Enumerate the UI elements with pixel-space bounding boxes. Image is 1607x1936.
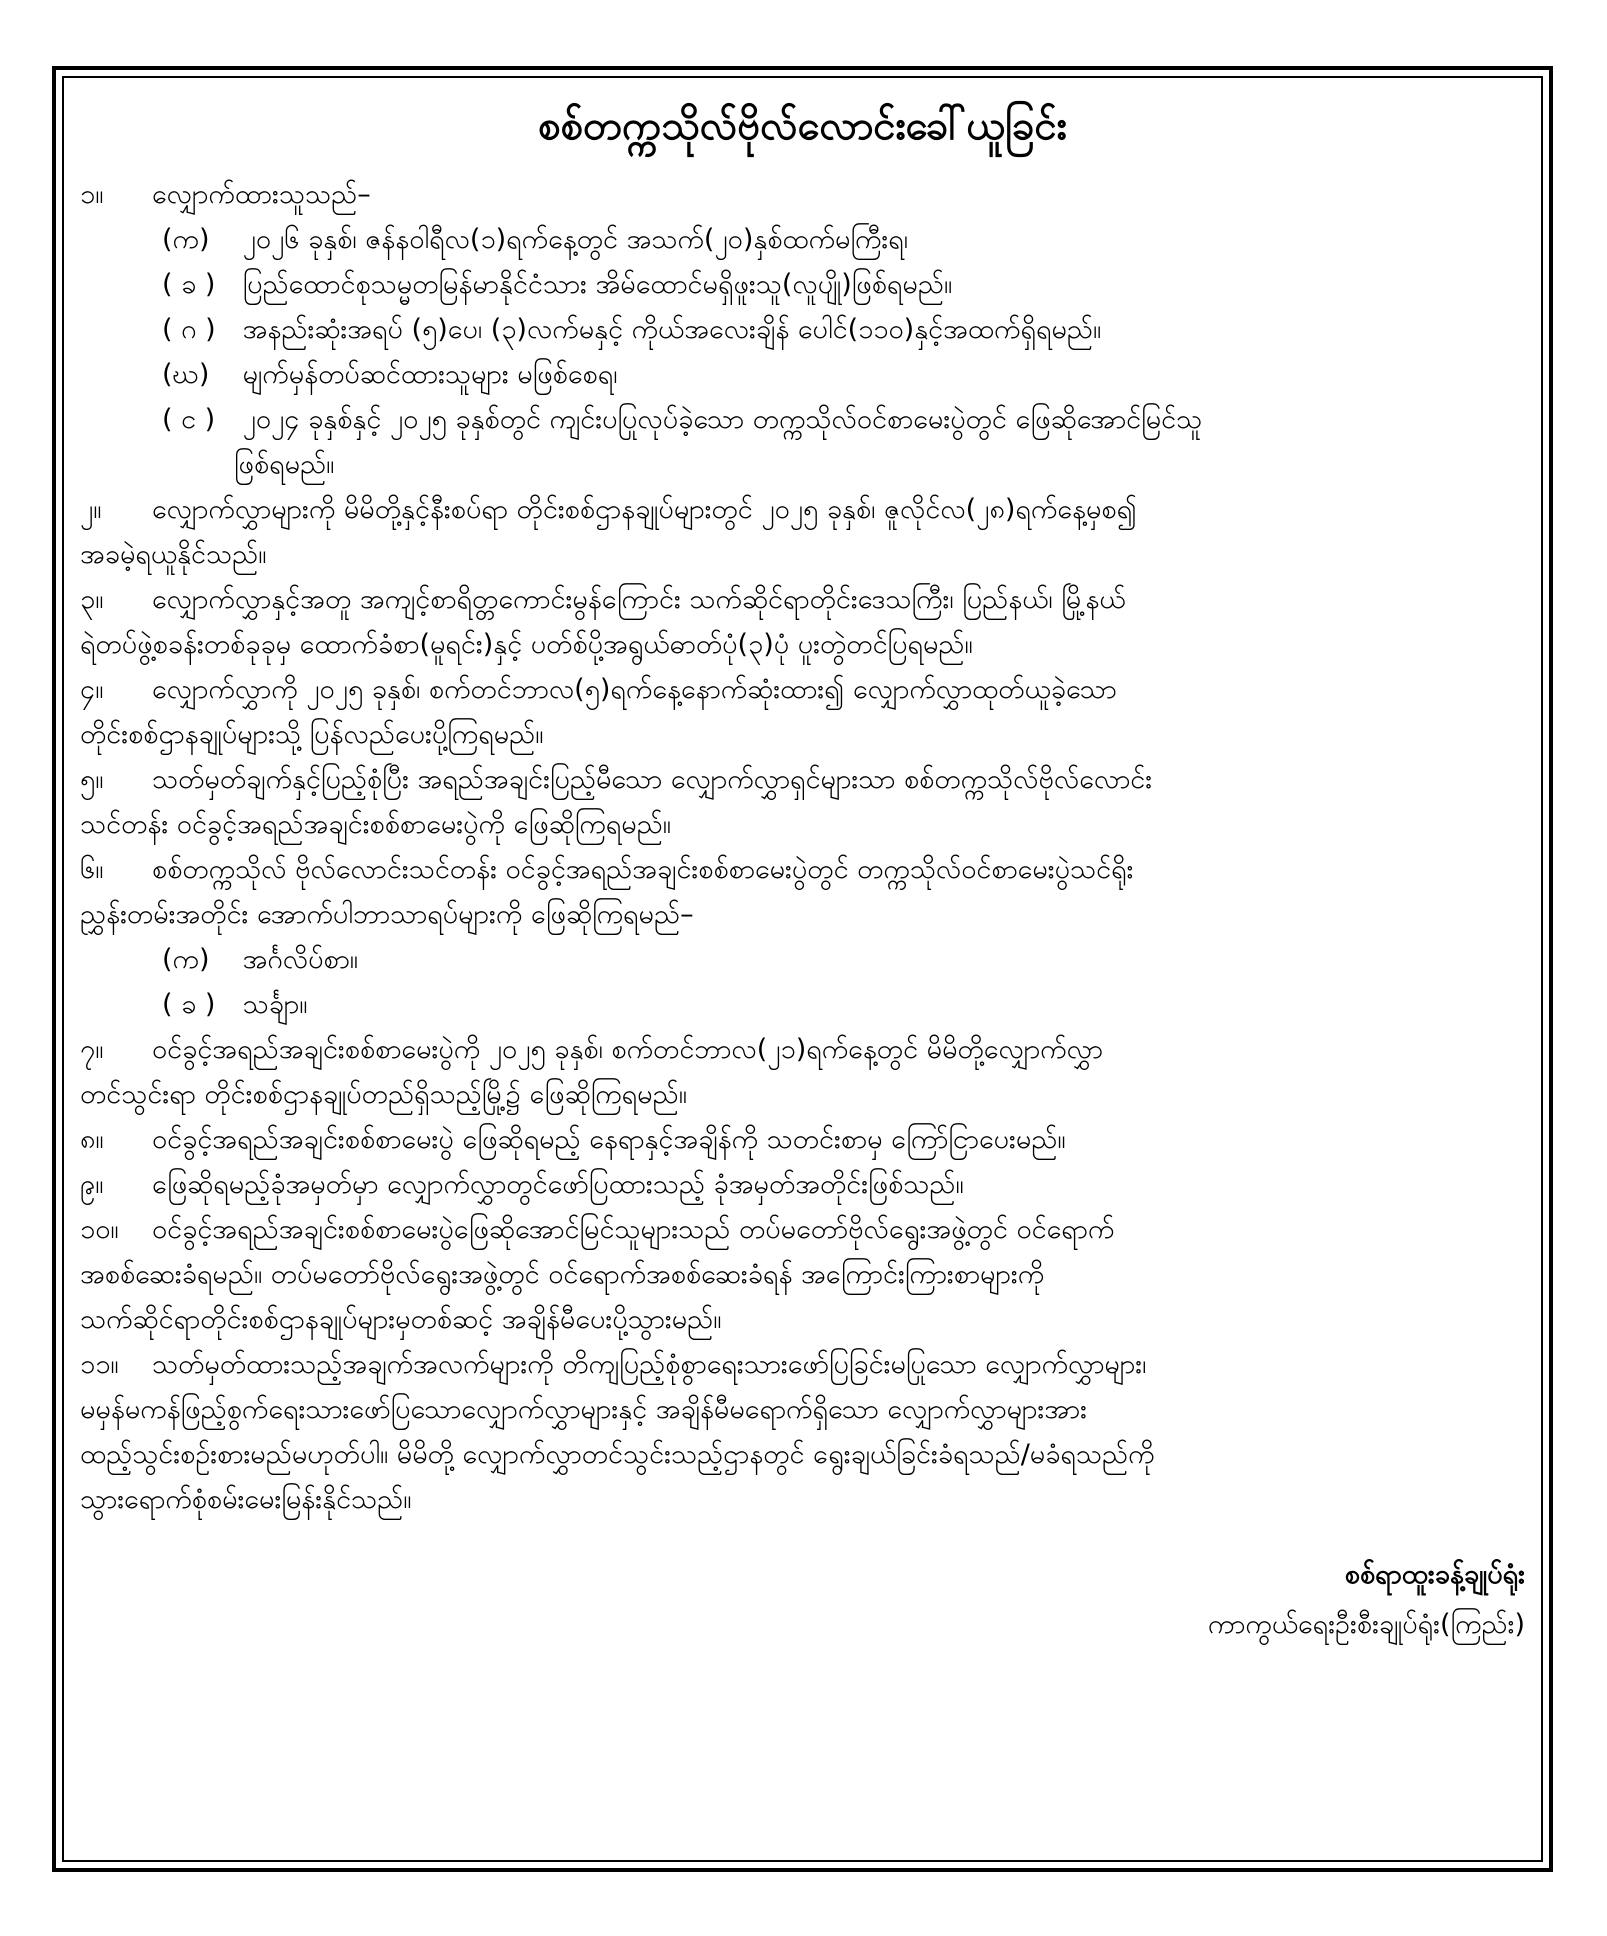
signature-office: စစ်ရာထူးခန့်ချုပ်ရုံး (1344, 1559, 1525, 1590)
clause-5-cont: သင်တန်း ဝင်ခွင့်အရည်အချင်းစစ်စာမေးပွဲကို ဖြေဆိုကြရမည်။ (80, 809, 671, 840)
clause-11-cont-1: မမှန်မကန်ဖြည့်စွက်ရေးသားဖော်ပြသောလျှောက်လွှာများနှင့် အချိန်မီမရောက်ရှိသော လျှောက်လွှာများအား (80, 1394, 1087, 1425)
clause-1a: (က) ၂၀၂၆ ခုနှစ်၊ ဇန်နဝါရီလ(၁)ရက်နေ့တွင် အသက်(၂၀)နှစ်ထက်မကြီးရ၊ (162, 224, 909, 255)
announcement-body (80, 92, 1525, 1650)
clause-1d: (ဃ) မျက်မှန်တပ်ဆင်ထားသူများ မဖြစ်စေရ၊ (162, 359, 618, 390)
clause-10-cont-2: သက်ဆိုင်ရာတိုင်းစစ်ဌာနချုပ်များမှတစ်ဆင့် အချိန်မီပေးပို့သွားမည်။ (80, 1304, 722, 1335)
clause-10-cont-1: အစစ်ဆေးခံရမည်။ တပ်မတော်ဗိုလ်ရွေးအဖွဲ့တွင် ဝင်ရောက်အစစ်ဆေးခံရန် အကြောင်းကြားစာများကို (80, 1259, 1045, 1290)
clause-4-cont: တိုင်းစစ်ဌာနချုပ်များသို့ ပြန်လည်ပေးပို့ကြရမည်။ (80, 719, 544, 750)
clause-11-cont-3: သွားရောက်စုံစမ်းမေးမြန်းနိုင်သည်။ (80, 1484, 412, 1515)
clause-2: ၂။ လျှောက်လွှာများကို မိမိတို့နှင့်နီးစပ်ရာ တိုင်းစစ်ဌာနချုပ်များတွင် ၂၀၂၅ ခုနှစ်၊ ဇူလိုင်လ(၂၈)ရက်နေ့မှစ၍ (80, 494, 1137, 525)
signature-department: ကာကွယ်ရေးဦးစီးချုပ်ရုံး(ကြည်း) (1207, 1609, 1525, 1640)
clause-6a: (က) အင်္ဂလိပ်စာ။ (162, 944, 358, 975)
clause-11-cont-2: ထည့်သွင်းစဉ်းစားမည်မဟုတ်ပါ။ မိမိတို့ လျှောက်လွှာတင်သွင်းသည့်ဌာနတွင် ရွေးချယ်ခြင်းခံရသည်/မခံရသည်ကို (80, 1439, 1155, 1470)
clause-3-cont: ရဲတပ်ဖွဲ့စခန်းတစ်ခုခုမှ ထောက်ခံစာ(မူရင်း)နှင့် ပတ်စ်ပို့အရွယ်ဓာတ်ပုံ(၃)ပုံ ပူးတွဲတင်ပြရမည်။ (80, 629, 973, 660)
clause-1: ၁။ လျှောက်ထားသူသည်– (80, 179, 371, 210)
clause-6: ၆။ စစ်တက္ကသိုလ် ဗိုလ်လောင်းသင်တန်း ဝင်ခွင့်အရည်အချင်းစစ်စာမေးပွဲတွင် တက္ကသိုလ်ဝင်စာမေးပွဲသင်ရိုး (80, 854, 1134, 885)
clause-4: ၄။ လျှောက်လွှာကို ၂၀၂၅ ခုနှစ်၊ စက်တင်ဘာလ(၅)ရက်နေ့နောက်ဆုံးထား၍ လျှောက်လွှာထုတ်ယူခဲ့သော (80, 674, 1117, 705)
clause-3: ၃။ လျှောက်လွှာနှင့်အတူ အကျင့်စာရိတ္တကောင်းမွန်ကြောင်း သက်ဆိုင်ရာတိုင်းဒေသကြီး၊ ပြည်နယ်၊ မြို့နယ် (80, 584, 1126, 615)
clause-1b: ( ခ ) ပြည်ထောင်စုသမ္မတမြန်မာနိုင်ငံသား အိမ်ထောင်မရှိဖူးသူ(လူပျို)ဖြစ်ရမည်။ (162, 269, 953, 300)
clause-7-cont: တင်သွင်းရာ တိုင်းစစ်ဌာနချုပ်တည်ရှိသည့်မြို့၌ ဖြေဆိုကြရမည်။ (80, 1079, 687, 1110)
clause-1e-cont: ဖြစ်ရမည်။ (234, 449, 335, 480)
clause-9: ၉။ ဖြေဆိုရမည့်ခုံအမှတ်မှာ လျှောက်လွှာတွင်ဖော်ပြထားသည့် ခုံအမှတ်အတိုင်းဖြစ်သည်။ (80, 1169, 964, 1200)
page-title: စစ်တက္ကသိုလ်ဗိုလ်လောင်းခေါ်ယူခြင်း (538, 103, 1067, 149)
clause-1c: ( ဂ ) အနည်းဆုံးအရပ် (၅)ပေ၊ (၃)လက်မနှင့် ကိုယ်အလေးချိန် ပေါင်(၁၁၀)နှင့်အထက်ရှိရမည်။ (162, 314, 1102, 345)
clause-1e: ( င ) ၂၀၂၄ ခုနှစ်နှင့် ၂၀၂၅ ခုနှစ်တွင် ကျင်းပပြုလုပ်ခဲ့သော တက္ကသိုလ်ဝင်စာမေးပွဲတွင် ဖြေဆိုအောင်မြင်သူ (162, 404, 1203, 435)
clause-8: ၈။ ဝင်ခွင့်အရည်အချင်းစစ်စာမေးပွဲ ဖြေဆိုရမည့် နေရာနှင့်အချိန်ကို သတင်းစာမှ ကြော်ငြာပေးမည်။ (80, 1124, 1066, 1155)
clause-5: ၅။ သတ်မှတ်ချက်နှင့်ပြည့်စုံပြီး အရည်အချင်းပြည့်မီသော လျှောက်လွှာရှင်များသာ စစ်တက္ကသိုလ်ဗိုလ်လောင်း (80, 764, 1153, 795)
clause-7: ၇။ ဝင်ခွင့်အရည်အချင်းစစ်စာမေးပွဲကို ၂၀၂၅ ခုနှစ်၊ စက်တင်ဘာလ(၂၁)ရက်နေ့တွင် မိမိတို့လျှောက်လွှာ (80, 1034, 1104, 1065)
clause-6b: ( ခ ) သင်္ချာ။ (162, 989, 308, 1020)
clause-11: ၁၁။ သတ်မှတ်ထားသည့်အချက်အလက်များကို တိကျပြည့်စုံစွာရေးသားဖော်ပြခြင်းမပြုသော လျှောက်လွှာများ၊ (80, 1349, 1147, 1380)
clause-6-cont: ညွှန်းတမ်းအတိုင်း အောက်ပါဘာသာရပ်များကို ဖြေဆိုကြရမည်– (80, 899, 694, 930)
clause-2-cont: အခမဲ့ရယူနိုင်သည်။ (80, 539, 267, 570)
clause-10: ၁၀။ ဝင်ခွင့်အရည်အချင်းစစ်စာမေးပွဲဖြေဆိုအောင်မြင်သူများသည် တပ်မတော်ဗိုလ်ရွေးအဖွဲ့တွင် ဝင်ရောက် (80, 1214, 1115, 1245)
